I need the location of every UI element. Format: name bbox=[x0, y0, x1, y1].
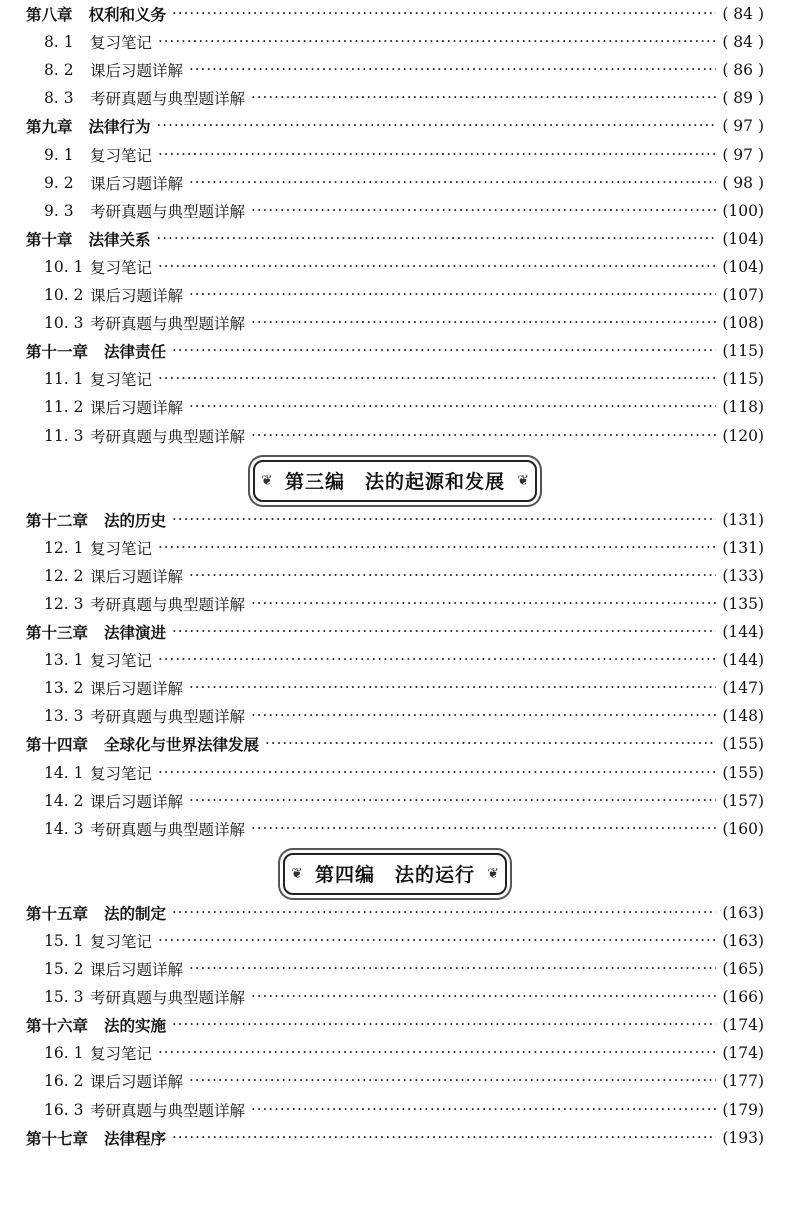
dot-leader bbox=[189, 1068, 716, 1094]
entry-page-number: ( 97 ) bbox=[722, 145, 764, 164]
entry-number: 11. 1 bbox=[44, 370, 84, 389]
entry-page-number: (163) bbox=[722, 903, 764, 922]
entry-number: 16. 3 bbox=[44, 1100, 84, 1119]
entry-page-number: (104) bbox=[722, 257, 764, 276]
dot-leader bbox=[158, 254, 716, 280]
entry-title: 课后习题详解 bbox=[90, 567, 184, 586]
entry-page-number: (115) bbox=[722, 370, 764, 389]
dot-leader bbox=[251, 703, 716, 729]
part-banner bbox=[253, 460, 537, 502]
dot-leader bbox=[265, 731, 716, 757]
part-title: 第四编 法的运行 bbox=[314, 864, 476, 887]
entry-page-number: (160) bbox=[722, 819, 764, 838]
toc-section-entry[interactable] bbox=[44, 760, 764, 786]
dot-leader bbox=[189, 57, 716, 83]
dot-leader bbox=[172, 1012, 716, 1038]
dot-leader bbox=[172, 1, 716, 27]
entry-number: 第十二章 bbox=[26, 511, 89, 530]
entry-title: 复习笔记 bbox=[90, 258, 153, 277]
entry-number: 13. 1 bbox=[44, 651, 84, 670]
toc-section-entry[interactable] bbox=[44, 816, 764, 842]
toc-section-entry[interactable] bbox=[44, 170, 764, 196]
entry-page-number: (148) bbox=[722, 707, 764, 726]
part-title: 第三编 法的起源和发展 bbox=[284, 471, 506, 494]
entry-number: 第九章 bbox=[26, 118, 73, 137]
entry-number: 9. 1 bbox=[44, 145, 74, 164]
dot-leader bbox=[158, 647, 716, 673]
entry-page-number: (108) bbox=[722, 314, 764, 333]
toc-section-entry[interactable] bbox=[44, 703, 764, 729]
toc-section-entry[interactable] bbox=[44, 1068, 764, 1094]
entry-title: 课后习题详解 bbox=[90, 961, 184, 979]
ornament-right-icon: ❦ bbox=[517, 472, 530, 489]
entry-number: 15. 3 bbox=[44, 988, 84, 1007]
entry-title: 考研真题与典型题详解 bbox=[90, 820, 246, 839]
entry-title: 课后习题详解 bbox=[90, 399, 184, 418]
entry-number: 14. 2 bbox=[44, 791, 84, 810]
entry-title: 复习笔记 bbox=[90, 371, 153, 390]
toc-section-entry[interactable] bbox=[44, 366, 764, 392]
entry-title: 考研真题与典型题详解 bbox=[90, 427, 246, 446]
entry-number: 11. 2 bbox=[44, 398, 84, 417]
part-banner bbox=[283, 853, 507, 895]
entry-page-number: (118) bbox=[722, 398, 764, 417]
dot-leader bbox=[189, 282, 716, 308]
entry-title: 法律关系 bbox=[88, 230, 151, 249]
entry-page-number: (193) bbox=[722, 1128, 764, 1147]
toc-section-entry[interactable] bbox=[44, 563, 764, 589]
toc-section-entry[interactable] bbox=[44, 535, 764, 561]
toc-section-entry[interactable] bbox=[44, 1097, 764, 1123]
toc-section-entry[interactable] bbox=[44, 142, 764, 168]
entry-title: 法律演进 bbox=[104, 624, 167, 642]
entry-page-number: (165) bbox=[722, 960, 764, 978]
dot-leader bbox=[158, 760, 716, 786]
toc-chapter-entry[interactable] bbox=[26, 507, 764, 533]
toc-section-entry[interactable] bbox=[44, 956, 764, 982]
toc-section-entry[interactable] bbox=[44, 394, 764, 420]
entry-title: 法的历史 bbox=[104, 511, 167, 530]
dot-leader bbox=[189, 788, 716, 814]
entry-page-number: ( 86 ) bbox=[722, 61, 764, 80]
entry-number: 14. 1 bbox=[44, 763, 84, 782]
entry-page-number: (174) bbox=[722, 1044, 764, 1063]
entry-title: 法律责任 bbox=[104, 343, 167, 362]
entry-title: 复习笔记 bbox=[90, 764, 153, 783]
dot-leader bbox=[251, 85, 716, 111]
entry-title: 课后习题详解 bbox=[90, 1073, 184, 1092]
dot-leader bbox=[158, 29, 716, 55]
dot-leader bbox=[158, 366, 716, 392]
toc-section-entry[interactable] bbox=[44, 85, 764, 111]
entry-number: 第十一章 bbox=[26, 343, 89, 362]
toc-section-entry[interactable] bbox=[44, 591, 764, 617]
entry-number: 16. 2 bbox=[44, 1072, 84, 1091]
entry-page-number: ( 97 ) bbox=[722, 117, 764, 136]
toc-chapter-entry[interactable] bbox=[26, 113, 764, 139]
entry-page-number: (131) bbox=[722, 538, 764, 557]
entry-title: 法律行为 bbox=[88, 118, 151, 137]
entry-page-number: (120) bbox=[722, 426, 764, 445]
entry-title: 复习笔记 bbox=[90, 1045, 153, 1064]
entry-page-number: (133) bbox=[722, 566, 764, 585]
dot-leader bbox=[251, 310, 716, 336]
entry-title: 考研真题与典型题详解 bbox=[90, 315, 246, 334]
toc-chapter-entry[interactable] bbox=[26, 900, 764, 926]
entry-number: 8. 1 bbox=[44, 33, 74, 52]
toc-section-entry[interactable] bbox=[44, 57, 764, 83]
entry-title: 全球化与世界法律发展 bbox=[104, 736, 260, 755]
toc-chapter-entry[interactable] bbox=[26, 731, 764, 757]
entry-title: 复习笔记 bbox=[90, 652, 153, 671]
toc-section-entry[interactable] bbox=[44, 984, 764, 1010]
dot-leader bbox=[172, 900, 716, 926]
entry-page-number: (147) bbox=[722, 679, 764, 698]
entry-number: 15. 2 bbox=[44, 960, 84, 978]
toc-section-entry[interactable] bbox=[44, 198, 764, 224]
toc-section-entry[interactable] bbox=[44, 282, 764, 308]
dot-leader bbox=[158, 1040, 716, 1066]
entry-page-number: (174) bbox=[722, 1016, 764, 1035]
toc-section-entry[interactable] bbox=[44, 788, 764, 814]
entry-number: 8. 3 bbox=[44, 89, 74, 108]
entry-title: 复习笔记 bbox=[90, 34, 153, 53]
toc-section-entry[interactable] bbox=[44, 675, 764, 701]
entry-number: 13. 2 bbox=[44, 679, 84, 698]
entry-page-number: (131) bbox=[722, 510, 764, 529]
entry-page-number: (157) bbox=[722, 791, 764, 810]
ornament-left-icon: ❦ bbox=[290, 865, 303, 882]
entry-title: 法律程序 bbox=[104, 1129, 167, 1148]
entry-number: 11. 3 bbox=[44, 426, 84, 445]
entry-page-number: ( 89 ) bbox=[722, 89, 764, 108]
dot-leader bbox=[158, 928, 716, 954]
toc-chapter-entry[interactable] bbox=[26, 226, 764, 252]
entry-number: 9. 3 bbox=[44, 201, 74, 220]
entry-page-number: ( 84 ) bbox=[722, 5, 764, 23]
entry-number: 13. 3 bbox=[44, 707, 84, 726]
toc-chapter-entry[interactable] bbox=[26, 338, 764, 364]
dot-leader bbox=[172, 1125, 716, 1151]
entry-number: 8. 2 bbox=[44, 61, 74, 80]
dot-leader bbox=[189, 675, 716, 701]
entry-title: 考研真题与典型题详解 bbox=[90, 90, 246, 109]
entry-number: 15. 1 bbox=[44, 931, 84, 950]
toc-chapter-entry[interactable] bbox=[26, 619, 764, 645]
dot-leader bbox=[158, 535, 716, 561]
entry-title: 课后习题详解 bbox=[90, 680, 184, 699]
entry-page-number: (179) bbox=[722, 1100, 764, 1119]
entry-number: 10. 1 bbox=[44, 257, 84, 276]
entry-page-number: ( 98 ) bbox=[722, 173, 764, 192]
entry-title: 复习笔记 bbox=[90, 932, 153, 951]
toc-chapter-entry[interactable] bbox=[26, 1012, 764, 1038]
entry-page-number: (155) bbox=[722, 735, 764, 754]
entry-title: 考研真题与典型题详解 bbox=[90, 202, 246, 221]
dot-leader bbox=[172, 338, 716, 364]
entry-page-number: (144) bbox=[722, 651, 764, 670]
entry-number: 第十章 bbox=[26, 230, 73, 249]
dot-leader bbox=[251, 591, 716, 617]
entry-title: 课后习题详解 bbox=[90, 287, 184, 305]
toc-section-entry[interactable] bbox=[44, 423, 764, 449]
dot-leader bbox=[189, 563, 716, 589]
entry-title: 考研真题与典型题详解 bbox=[90, 1101, 246, 1120]
dot-leader bbox=[251, 198, 716, 224]
entry-title: 复习笔记 bbox=[90, 539, 153, 558]
entry-title: 法的制定 bbox=[104, 904, 167, 923]
entry-number: 第十六章 bbox=[26, 1017, 89, 1036]
toc-section-entry[interactable] bbox=[44, 254, 764, 280]
entry-title: 考研真题与典型题详解 bbox=[90, 989, 246, 1008]
entry-title: 考研真题与典型题详解 bbox=[90, 595, 246, 614]
entry-title: 法的实施 bbox=[104, 1017, 167, 1036]
dot-leader bbox=[251, 1097, 716, 1123]
entry-page-number: (155) bbox=[722, 763, 764, 782]
entry-page-number: (100) bbox=[722, 201, 764, 220]
entry-page-number: (135) bbox=[722, 594, 764, 613]
entry-title: 权利和义务 bbox=[88, 6, 167, 24]
entry-number: 10. 2 bbox=[44, 286, 84, 304]
toc-chapter-entry[interactable] bbox=[26, 1125, 764, 1151]
entry-title: 复习笔记 bbox=[90, 146, 153, 165]
entry-title: 课后习题详解 bbox=[90, 174, 184, 193]
entry-number: 9. 2 bbox=[44, 173, 74, 192]
toc-section-entry[interactable] bbox=[44, 928, 764, 954]
entry-number: 第十七章 bbox=[26, 1129, 89, 1148]
toc-chapter-entry[interactable] bbox=[26, 1, 764, 27]
dot-leader bbox=[189, 170, 716, 196]
entry-number: 12. 2 bbox=[44, 566, 84, 585]
dot-leader bbox=[157, 113, 717, 139]
dot-leader bbox=[189, 956, 716, 982]
entry-page-number: (107) bbox=[722, 286, 764, 304]
entry-number: 第十五章 bbox=[26, 904, 89, 923]
dot-leader bbox=[158, 142, 716, 168]
entry-page-number: (163) bbox=[722, 931, 764, 950]
toc-section-entry[interactable] bbox=[44, 310, 764, 336]
entry-title: 考研真题与典型题详解 bbox=[90, 708, 246, 727]
dot-leader bbox=[172, 507, 716, 533]
dot-leader bbox=[189, 394, 716, 420]
entry-number: 12. 3 bbox=[44, 594, 84, 613]
entry-number: 第八章 bbox=[26, 6, 73, 24]
dot-leader bbox=[251, 816, 716, 842]
entry-page-number: (177) bbox=[722, 1072, 764, 1091]
dot-leader bbox=[172, 619, 716, 645]
entry-page-number: (115) bbox=[722, 342, 764, 361]
dot-leader bbox=[251, 984, 716, 1010]
toc-section-entry[interactable] bbox=[44, 647, 764, 673]
dot-leader bbox=[157, 226, 717, 252]
dot-leader bbox=[251, 423, 716, 449]
entry-number: 16. 1 bbox=[44, 1044, 84, 1063]
entry-number: 14. 3 bbox=[44, 819, 84, 838]
entry-page-number: (144) bbox=[722, 623, 764, 641]
entry-number: 10. 3 bbox=[44, 314, 84, 333]
entry-page-number: ( 84 ) bbox=[722, 33, 764, 52]
toc-section-entry[interactable] bbox=[44, 29, 764, 55]
toc-section-entry[interactable] bbox=[44, 1040, 764, 1066]
ornament-left-icon: ❦ bbox=[260, 472, 273, 489]
entry-title: 课后习题详解 bbox=[90, 62, 184, 81]
entry-number: 第十三章 bbox=[26, 624, 89, 642]
entry-title: 课后习题详解 bbox=[90, 792, 184, 811]
entry-page-number: (166) bbox=[722, 988, 764, 1007]
entry-number: 12. 1 bbox=[44, 538, 84, 557]
entry-page-number: (104) bbox=[722, 229, 764, 248]
ornament-right-icon: ❦ bbox=[487, 865, 500, 882]
entry-number: 第十四章 bbox=[26, 736, 89, 755]
